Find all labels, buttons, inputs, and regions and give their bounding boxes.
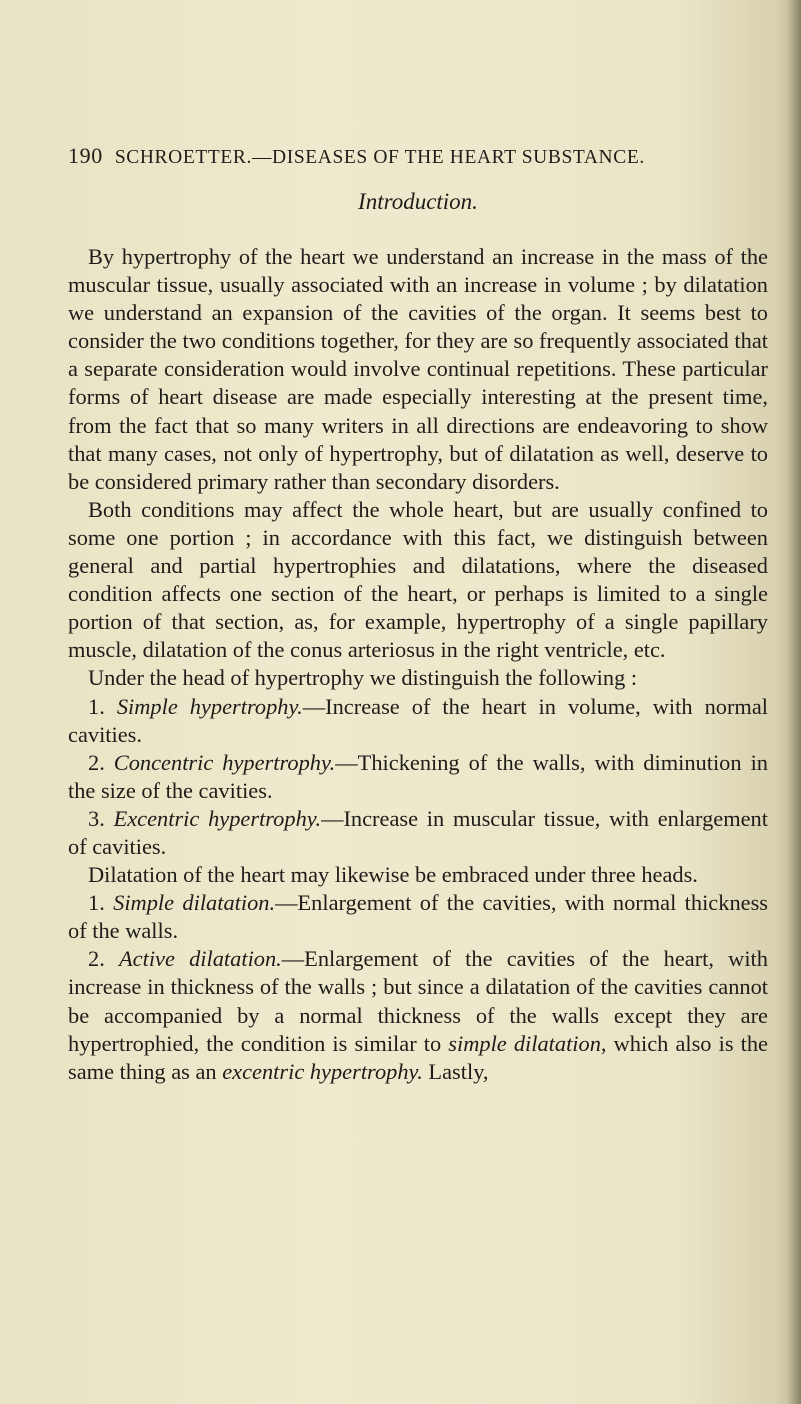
body-text	[68, 243, 768, 1086]
item-term: Simple hypertrophy.	[116, 693, 303, 719]
closing-middle: , which also is the same thing as an	[68, 1030, 768, 1084]
item-text: —Increase of the heart in volume, with normal cavities.	[68, 693, 768, 747]
item-number: 3.	[88, 805, 105, 831]
hypertrophy-item	[68, 693, 768, 749]
hypertrophy-item	[68, 805, 768, 861]
item-term: Excentric hypertrophy.	[113, 805, 322, 831]
paragraph: Dilatation of the heart may likewise be embraced under three heads.	[88, 862, 698, 888]
item-text: —Enlargement of the cavities of the heart, with increase in thickness of the walls ; but since a dilatation of the cavities cannot be accompanied by a normal thickness of the walls except they are hypertrophied, the condition is similar to	[68, 946, 768, 1056]
section-title: Introduction.	[358, 189, 478, 214]
item-text: —Thickening of the walls, with diminution in the size of the cavities.	[68, 749, 768, 803]
dilatation-item	[68, 945, 768, 1085]
book-page	[68, 143, 768, 1086]
closing-term-excentric-hypertrophy: excentric hypertrophy.	[222, 1058, 423, 1084]
item-term: Concentric hypertrophy.	[113, 749, 336, 775]
item-number: 1.	[88, 693, 105, 719]
item-term: Simple dilatation.	[113, 890, 276, 916]
hypertrophy-item	[68, 749, 768, 805]
dilatation-item	[68, 889, 768, 945]
page-edge-shadow	[787, 0, 801, 1404]
running-head	[68, 143, 768, 169]
page-number: 190	[68, 143, 103, 168]
closing-term-simple-dilatation: simple dilatation	[448, 1030, 601, 1056]
paragraph: Under the head of hypertrophy we distinguish the following :	[88, 665, 638, 691]
closing-tail: Lastly,	[422, 1058, 489, 1084]
item-number: 2.	[88, 749, 105, 775]
running-title: SCHROETTER.—DISEASES OF THE HEART SUBSTANCE.	[114, 147, 645, 168]
paragraph: By hypertrophy of the heart we understand an increase in the mass of the muscular tissue, usually associated with an increase in volume ; by dilatation we understand an expansion of the cavities of the organ. It seems best to consider the two conditions together, for they are so frequently associated that a separate consideration would involve continual repetitions. These particular forms of heart disease are made especially interesting at the present time, from the fact that so many writers in all directions are endeavoring to show that many cases, not only of hypertrophy, but of dilatation as well, deserve to be considered primary rather than secondary disorders.	[68, 244, 768, 494]
item-term: Active dilatation.	[118, 946, 282, 972]
item-number: 2.	[88, 946, 105, 972]
item-number: 1.	[88, 890, 105, 916]
paragraph: Both conditions may affect the whole heart, but are usually confined to some one portion ; in accordance with this fact, we distinguish between general and partial hypertrophies and dilatations, where the diseased condition affects one section of the heart, or perhaps is limited to a single portion of that section, as, for example, hypertrophy of a single papillary muscle, dilatation of the conus arteriosus in the right ventricle, etc.	[68, 496, 768, 663]
item-text: —Increase in muscular tissue, with enlargement of cavities.	[68, 805, 768, 859]
item-text: —Enlargement of the cavities, with normal thickness of the walls.	[68, 890, 768, 944]
